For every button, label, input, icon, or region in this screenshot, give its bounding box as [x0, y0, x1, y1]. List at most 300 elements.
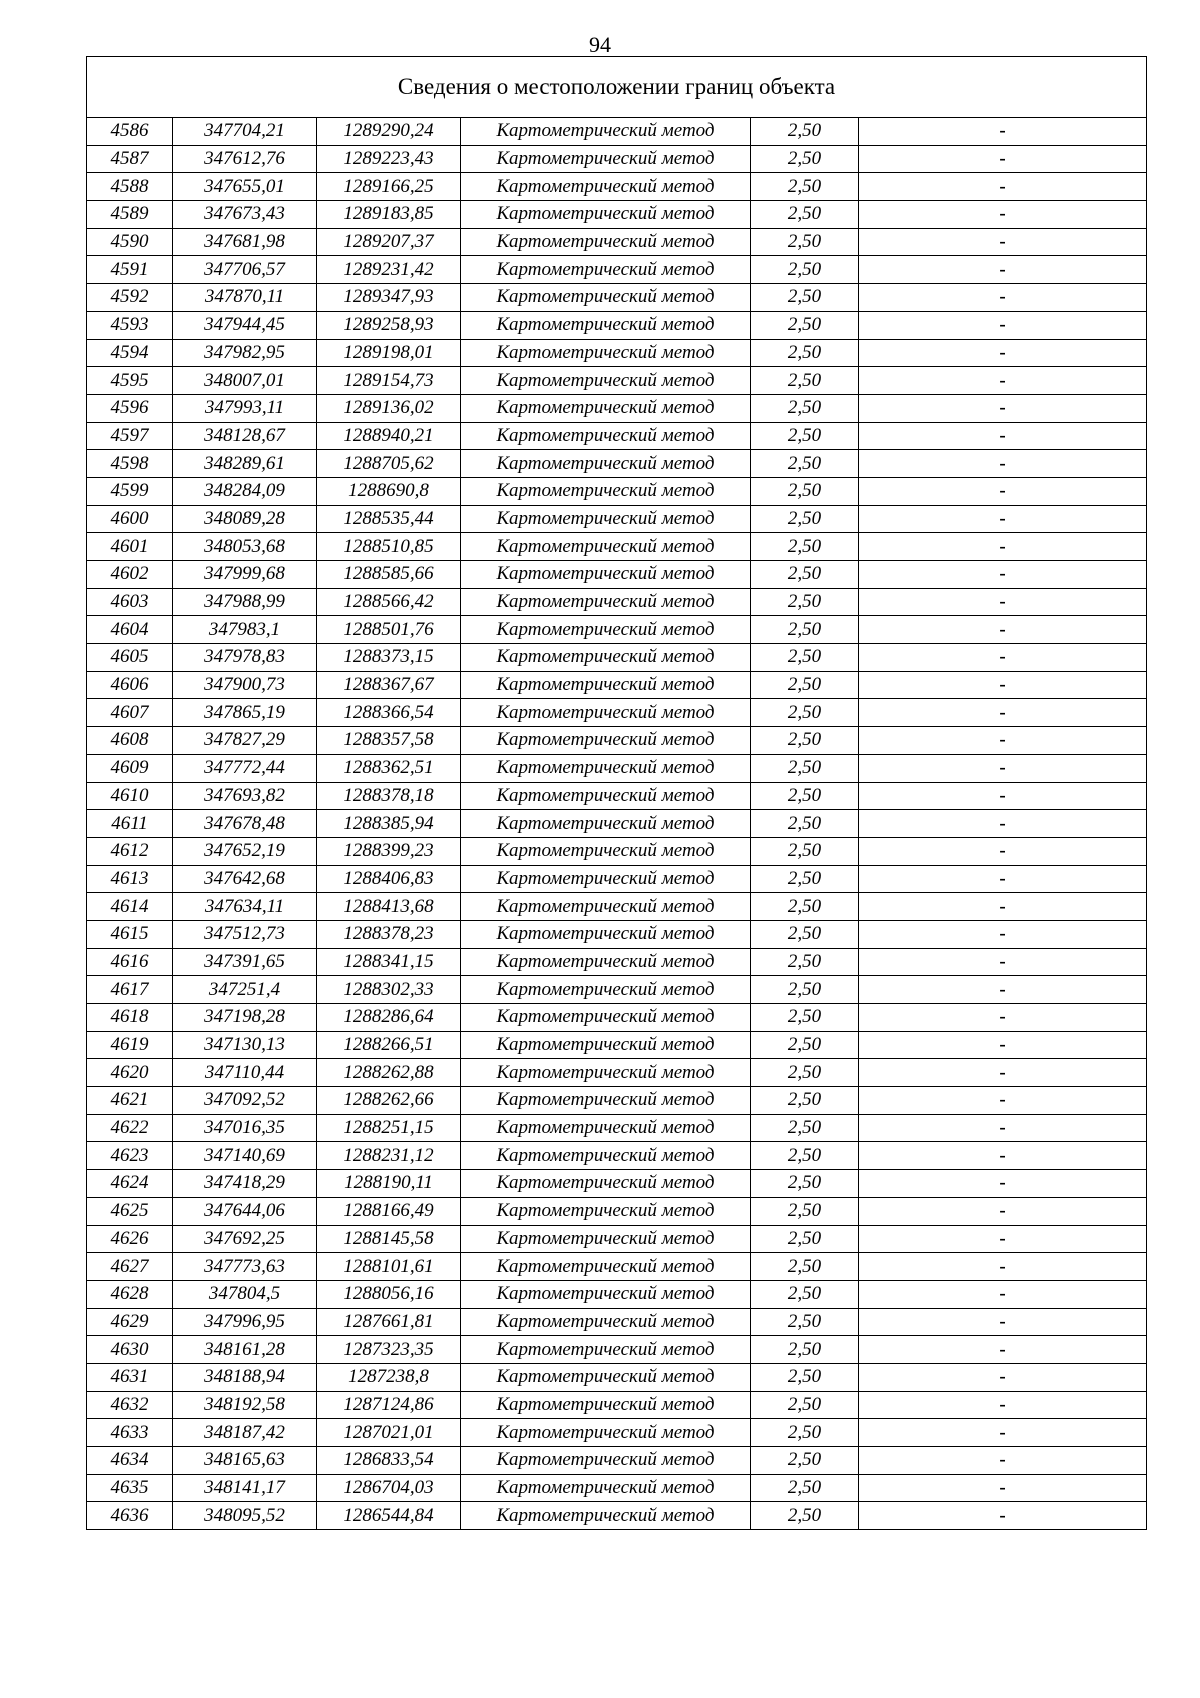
accuracy-cell: 2,50 — [751, 727, 859, 755]
method-cell: Картометрический метод — [461, 1170, 751, 1198]
table-row — [87, 616, 1147, 644]
x-coordinate-cell: 347198,28 — [173, 1004, 317, 1032]
description-cell: - — [859, 339, 1147, 367]
x-coordinate-cell: 347988,99 — [173, 588, 317, 616]
method-cell: Картометрический метод — [461, 865, 751, 893]
table-row — [87, 1474, 1147, 1502]
description-cell: - — [859, 588, 1147, 616]
table-row — [87, 1031, 1147, 1059]
y-coordinate-cell: 1288378,23 — [317, 920, 461, 948]
y-coordinate-cell: 1288357,58 — [317, 727, 461, 755]
method-cell: Картометрический метод — [461, 339, 751, 367]
accuracy-cell: 2,50 — [751, 561, 859, 589]
y-coordinate-cell: 1288362,51 — [317, 754, 461, 782]
y-coordinate-cell: 1288190,11 — [317, 1170, 461, 1198]
method-cell: Картометрический метод — [461, 201, 751, 229]
x-coordinate-cell: 347999,68 — [173, 561, 317, 589]
point-number-cell: 4611 — [87, 810, 173, 838]
table-row — [87, 920, 1147, 948]
description-cell: - — [859, 810, 1147, 838]
table-row — [87, 450, 1147, 478]
method-cell: Картометрический метод — [461, 1363, 751, 1391]
y-coordinate-cell: 1288262,66 — [317, 1087, 461, 1115]
x-coordinate-cell: 348007,01 — [173, 367, 317, 395]
x-coordinate-cell: 348192,58 — [173, 1391, 317, 1419]
y-coordinate-cell: 1289258,93 — [317, 311, 461, 339]
table-row — [87, 422, 1147, 450]
accuracy-cell: 2,50 — [751, 1474, 859, 1502]
point-number-cell: 4610 — [87, 782, 173, 810]
point-number-cell: 4602 — [87, 561, 173, 589]
description-cell: - — [859, 616, 1147, 644]
y-coordinate-cell: 1286833,54 — [317, 1447, 461, 1475]
table-row — [87, 976, 1147, 1004]
accuracy-cell: 2,50 — [751, 394, 859, 422]
table-row — [87, 1447, 1147, 1475]
y-coordinate-cell: 1288166,49 — [317, 1197, 461, 1225]
y-coordinate-cell: 1287124,86 — [317, 1391, 461, 1419]
x-coordinate-cell: 347016,35 — [173, 1114, 317, 1142]
x-coordinate-cell: 347418,29 — [173, 1170, 317, 1198]
description-cell: - — [859, 1031, 1147, 1059]
x-coordinate-cell: 347652,19 — [173, 837, 317, 865]
y-coordinate-cell: 1286544,84 — [317, 1502, 461, 1530]
accuracy-cell: 2,50 — [751, 173, 859, 201]
accuracy-cell: 2,50 — [751, 339, 859, 367]
method-cell: Картометрический метод — [461, 477, 751, 505]
accuracy-cell: 2,50 — [751, 1170, 859, 1198]
y-coordinate-cell: 1288705,62 — [317, 450, 461, 478]
table-row — [87, 173, 1147, 201]
method-cell: Картометрический метод — [461, 1004, 751, 1032]
description-cell: - — [859, 145, 1147, 173]
description-cell: - — [859, 256, 1147, 284]
description-cell: - — [859, 976, 1147, 1004]
table-row — [87, 339, 1147, 367]
point-number-cell: 4590 — [87, 228, 173, 256]
description-cell: - — [859, 671, 1147, 699]
description-cell: - — [859, 920, 1147, 948]
x-coordinate-cell: 347982,95 — [173, 339, 317, 367]
method-cell: Картометрический метод — [461, 1336, 751, 1364]
description-cell: - — [859, 450, 1147, 478]
description-cell: - — [859, 1391, 1147, 1419]
table-row — [87, 754, 1147, 782]
accuracy-cell: 2,50 — [751, 284, 859, 312]
point-number-cell: 4601 — [87, 533, 173, 561]
description-cell: - — [859, 1197, 1147, 1225]
table-row — [87, 671, 1147, 699]
method-cell: Картометрический метод — [461, 1114, 751, 1142]
table-row — [87, 588, 1147, 616]
table-row — [87, 533, 1147, 561]
y-coordinate-cell: 1288585,66 — [317, 561, 461, 589]
accuracy-cell: 2,50 — [751, 145, 859, 173]
point-number-cell: 4606 — [87, 671, 173, 699]
description-cell: - — [859, 699, 1147, 727]
point-number-cell: 4613 — [87, 865, 173, 893]
accuracy-cell: 2,50 — [751, 1502, 859, 1530]
description-cell: - — [859, 1170, 1147, 1198]
x-coordinate-cell: 347642,68 — [173, 865, 317, 893]
method-cell: Картометрический метод — [461, 1225, 751, 1253]
description-cell: - — [859, 1419, 1147, 1447]
y-coordinate-cell: 1289154,73 — [317, 367, 461, 395]
table-row — [87, 1336, 1147, 1364]
description-cell: - — [859, 505, 1147, 533]
x-coordinate-cell: 347693,82 — [173, 782, 317, 810]
table-row — [87, 1253, 1147, 1281]
table-row — [87, 561, 1147, 589]
table-row — [87, 644, 1147, 672]
point-number-cell: 4629 — [87, 1308, 173, 1336]
y-coordinate-cell: 1289231,42 — [317, 256, 461, 284]
table-row — [87, 1308, 1147, 1336]
accuracy-cell: 2,50 — [751, 644, 859, 672]
accuracy-cell: 2,50 — [751, 367, 859, 395]
method-cell: Картометрический метод — [461, 422, 751, 450]
y-coordinate-cell: 1288266,51 — [317, 1031, 461, 1059]
y-coordinate-cell: 1289347,93 — [317, 284, 461, 312]
y-coordinate-cell: 1289183,85 — [317, 201, 461, 229]
description-cell: - — [859, 228, 1147, 256]
x-coordinate-cell: 347644,06 — [173, 1197, 317, 1225]
description-cell: - — [859, 1059, 1147, 1087]
point-number-cell: 4586 — [87, 118, 173, 146]
method-cell: Картометрический метод — [461, 1419, 751, 1447]
y-coordinate-cell: 1288566,42 — [317, 588, 461, 616]
method-cell: Картометрический метод — [461, 145, 751, 173]
accuracy-cell: 2,50 — [751, 228, 859, 256]
accuracy-cell: 2,50 — [751, 865, 859, 893]
method-cell: Картометрический метод — [461, 1142, 751, 1170]
method-cell: Картометрический метод — [461, 644, 751, 672]
description-cell: - — [859, 1087, 1147, 1115]
y-coordinate-cell: 1288510,85 — [317, 533, 461, 561]
method-cell: Картометрический метод — [461, 256, 751, 284]
table-row — [87, 1502, 1147, 1530]
point-number-cell: 4609 — [87, 754, 173, 782]
point-number-cell: 4625 — [87, 1197, 173, 1225]
table-row — [87, 1142, 1147, 1170]
method-cell: Картометрический метод — [461, 1253, 751, 1281]
table-body — [87, 57, 1147, 1530]
point-number-cell: 4596 — [87, 394, 173, 422]
method-cell: Картометрический метод — [461, 394, 751, 422]
description-cell: - — [859, 727, 1147, 755]
y-coordinate-cell: 1287021,01 — [317, 1419, 461, 1447]
description-cell: - — [859, 1253, 1147, 1281]
x-coordinate-cell: 348161,28 — [173, 1336, 317, 1364]
table-row — [87, 1419, 1147, 1447]
point-number-cell: 4591 — [87, 256, 173, 284]
point-number-cell: 4615 — [87, 920, 173, 948]
description-cell: - — [859, 118, 1147, 146]
x-coordinate-cell: 347944,45 — [173, 311, 317, 339]
x-coordinate-cell: 348053,68 — [173, 533, 317, 561]
accuracy-cell: 2,50 — [751, 616, 859, 644]
x-coordinate-cell: 348141,17 — [173, 1474, 317, 1502]
point-number-cell: 4595 — [87, 367, 173, 395]
accuracy-cell: 2,50 — [751, 1225, 859, 1253]
accuracy-cell: 2,50 — [751, 1363, 859, 1391]
table-row — [87, 810, 1147, 838]
accuracy-cell: 2,50 — [751, 505, 859, 533]
method-cell: Картометрический метод — [461, 616, 751, 644]
accuracy-cell: 2,50 — [751, 1280, 859, 1308]
x-coordinate-cell: 347865,19 — [173, 699, 317, 727]
point-number-cell: 4627 — [87, 1253, 173, 1281]
table-row — [87, 1114, 1147, 1142]
x-coordinate-cell: 348188,94 — [173, 1363, 317, 1391]
x-coordinate-cell: 347673,43 — [173, 201, 317, 229]
accuracy-cell: 2,50 — [751, 450, 859, 478]
method-cell: Картометрический метод — [461, 782, 751, 810]
x-coordinate-cell: 347655,01 — [173, 173, 317, 201]
method-cell: Картометрический метод — [461, 810, 751, 838]
x-coordinate-cell: 347692,25 — [173, 1225, 317, 1253]
point-number-cell: 4599 — [87, 477, 173, 505]
description-cell: - — [859, 1447, 1147, 1475]
y-coordinate-cell: 1286704,03 — [317, 1474, 461, 1502]
table-row — [87, 1087, 1147, 1115]
x-coordinate-cell: 347140,69 — [173, 1142, 317, 1170]
y-coordinate-cell: 1288940,21 — [317, 422, 461, 450]
table-row — [87, 118, 1147, 146]
point-number-cell: 4593 — [87, 311, 173, 339]
description-cell: - — [859, 1280, 1147, 1308]
method-cell: Картометрический метод — [461, 588, 751, 616]
y-coordinate-cell: 1288413,68 — [317, 893, 461, 921]
table-row — [87, 837, 1147, 865]
x-coordinate-cell: 347773,63 — [173, 1253, 317, 1281]
point-number-cell: 4603 — [87, 588, 173, 616]
y-coordinate-cell: 1289207,37 — [317, 228, 461, 256]
accuracy-cell: 2,50 — [751, 810, 859, 838]
table-row — [87, 477, 1147, 505]
point-number-cell: 4628 — [87, 1280, 173, 1308]
x-coordinate-cell: 347996,95 — [173, 1308, 317, 1336]
y-coordinate-cell: 1288145,58 — [317, 1225, 461, 1253]
accuracy-cell: 2,50 — [751, 1142, 859, 1170]
x-coordinate-cell: 348095,52 — [173, 1502, 317, 1530]
point-number-cell: 4631 — [87, 1363, 173, 1391]
description-cell: - — [859, 477, 1147, 505]
accuracy-cell: 2,50 — [751, 699, 859, 727]
accuracy-cell: 2,50 — [751, 1391, 859, 1419]
point-number-cell: 4604 — [87, 616, 173, 644]
point-number-cell: 4605 — [87, 644, 173, 672]
accuracy-cell: 2,50 — [751, 976, 859, 1004]
method-cell: Картометрический метод — [461, 533, 751, 561]
table-row — [87, 394, 1147, 422]
x-coordinate-cell: 347772,44 — [173, 754, 317, 782]
description-cell: - — [859, 782, 1147, 810]
method-cell: Картометрический метод — [461, 1280, 751, 1308]
description-cell: - — [859, 1502, 1147, 1530]
accuracy-cell: 2,50 — [751, 311, 859, 339]
x-coordinate-cell: 347110,44 — [173, 1059, 317, 1087]
y-coordinate-cell: 1288302,33 — [317, 976, 461, 1004]
table-row — [87, 1059, 1147, 1087]
method-cell: Картометрический метод — [461, 1197, 751, 1225]
accuracy-cell: 2,50 — [751, 754, 859, 782]
point-number-cell: 4589 — [87, 201, 173, 229]
description-cell: - — [859, 893, 1147, 921]
table-row — [87, 311, 1147, 339]
description-cell: - — [859, 1336, 1147, 1364]
method-cell: Картометрический метод — [461, 671, 751, 699]
description-cell: - — [859, 284, 1147, 312]
table-row — [87, 1391, 1147, 1419]
x-coordinate-cell: 347092,52 — [173, 1087, 317, 1115]
y-coordinate-cell: 1288056,16 — [317, 1280, 461, 1308]
y-coordinate-cell: 1288373,15 — [317, 644, 461, 672]
y-coordinate-cell: 1288501,76 — [317, 616, 461, 644]
y-coordinate-cell: 1288367,67 — [317, 671, 461, 699]
point-number-cell: 4612 — [87, 837, 173, 865]
x-coordinate-cell: 347678,48 — [173, 810, 317, 838]
description-cell: - — [859, 533, 1147, 561]
point-number-cell: 4587 — [87, 145, 173, 173]
point-number-cell: 4607 — [87, 699, 173, 727]
method-cell: Картометрический метод — [461, 1308, 751, 1336]
y-coordinate-cell: 1287238,8 — [317, 1363, 461, 1391]
point-number-cell: 4600 — [87, 505, 173, 533]
point-number-cell: 4618 — [87, 1004, 173, 1032]
y-coordinate-cell: 1289290,24 — [317, 118, 461, 146]
point-number-cell: 4598 — [87, 450, 173, 478]
method-cell: Картометрический метод — [461, 727, 751, 755]
table-row — [87, 865, 1147, 893]
y-coordinate-cell: 1287661,81 — [317, 1308, 461, 1336]
accuracy-cell: 2,50 — [751, 1114, 859, 1142]
x-coordinate-cell: 347706,57 — [173, 256, 317, 284]
accuracy-cell: 2,50 — [751, 1336, 859, 1364]
point-number-cell: 4620 — [87, 1059, 173, 1087]
page-number: 94 — [589, 32, 611, 57]
y-coordinate-cell: 1288231,12 — [317, 1142, 461, 1170]
method-cell: Картометрический метод — [461, 1059, 751, 1087]
accuracy-cell: 2,50 — [751, 1419, 859, 1447]
accuracy-cell: 2,50 — [751, 201, 859, 229]
description-cell: - — [859, 1308, 1147, 1336]
table-title-row — [87, 57, 1147, 118]
y-coordinate-cell: 1289223,43 — [317, 145, 461, 173]
x-coordinate-cell: 348128,67 — [173, 422, 317, 450]
point-number-cell: 4624 — [87, 1170, 173, 1198]
description-cell: - — [859, 1474, 1147, 1502]
point-number-cell: 4597 — [87, 422, 173, 450]
x-coordinate-cell: 347978,83 — [173, 644, 317, 672]
description-cell: - — [859, 948, 1147, 976]
x-coordinate-cell: 348165,63 — [173, 1447, 317, 1475]
method-cell: Картометрический метод — [461, 1447, 751, 1475]
point-number-cell: 4626 — [87, 1225, 173, 1253]
description-cell: - — [859, 837, 1147, 865]
y-coordinate-cell: 1288341,15 — [317, 948, 461, 976]
table-row — [87, 1280, 1147, 1308]
y-coordinate-cell: 1289136,02 — [317, 394, 461, 422]
table-row — [87, 256, 1147, 284]
accuracy-cell: 2,50 — [751, 920, 859, 948]
description-cell: - — [859, 367, 1147, 395]
description-cell: - — [859, 201, 1147, 229]
table-row — [87, 505, 1147, 533]
method-cell: Картометрический метод — [461, 754, 751, 782]
description-cell: - — [859, 1114, 1147, 1142]
y-coordinate-cell: 1288101,61 — [317, 1253, 461, 1281]
method-cell: Картометрический метод — [461, 1031, 751, 1059]
point-number-cell: 4594 — [87, 339, 173, 367]
accuracy-cell: 2,50 — [751, 422, 859, 450]
point-number-cell: 4619 — [87, 1031, 173, 1059]
table-row — [87, 782, 1147, 810]
x-coordinate-cell: 348089,28 — [173, 505, 317, 533]
table-row — [87, 201, 1147, 229]
accuracy-cell: 2,50 — [751, 1447, 859, 1475]
point-number-cell: 4617 — [87, 976, 173, 1004]
method-cell: Картометрический метод — [461, 311, 751, 339]
description-cell: - — [859, 422, 1147, 450]
x-coordinate-cell: 347900,73 — [173, 671, 317, 699]
table-row — [87, 284, 1147, 312]
table-title: Сведения о местоположении границ объекта — [87, 57, 1147, 118]
description-cell: - — [859, 173, 1147, 201]
point-number-cell: 4588 — [87, 173, 173, 201]
table-row — [87, 1363, 1147, 1391]
description-cell: - — [859, 1225, 1147, 1253]
method-cell: Картометрический метод — [461, 450, 751, 478]
method-cell: Картометрический метод — [461, 948, 751, 976]
y-coordinate-cell: 1288406,83 — [317, 865, 461, 893]
x-coordinate-cell: 347993,11 — [173, 394, 317, 422]
description-cell: - — [859, 561, 1147, 589]
x-coordinate-cell: 347251,4 — [173, 976, 317, 1004]
x-coordinate-cell: 347804,5 — [173, 1280, 317, 1308]
table-row — [87, 893, 1147, 921]
y-coordinate-cell: 1288385,94 — [317, 810, 461, 838]
method-cell: Картометрический метод — [461, 367, 751, 395]
accuracy-cell: 2,50 — [751, 118, 859, 146]
accuracy-cell: 2,50 — [751, 477, 859, 505]
description-cell: - — [859, 1004, 1147, 1032]
table-row — [87, 228, 1147, 256]
table-row — [87, 1225, 1147, 1253]
accuracy-cell: 2,50 — [751, 782, 859, 810]
point-number-cell: 4608 — [87, 727, 173, 755]
point-number-cell: 4592 — [87, 284, 173, 312]
boundary-coordinates-table — [86, 56, 1147, 1530]
description-cell: - — [859, 311, 1147, 339]
method-cell: Картометрический метод — [461, 976, 751, 1004]
description-cell: - — [859, 1363, 1147, 1391]
description-cell: - — [859, 1142, 1147, 1170]
description-cell: - — [859, 754, 1147, 782]
accuracy-cell: 2,50 — [751, 1197, 859, 1225]
y-coordinate-cell: 1288366,54 — [317, 699, 461, 727]
accuracy-cell: 2,50 — [751, 893, 859, 921]
accuracy-cell: 2,50 — [751, 1004, 859, 1032]
y-coordinate-cell: 1287323,35 — [317, 1336, 461, 1364]
accuracy-cell: 2,50 — [751, 256, 859, 284]
y-coordinate-cell: 1289198,01 — [317, 339, 461, 367]
point-number-cell: 4632 — [87, 1391, 173, 1419]
method-cell: Картометрический метод — [461, 1502, 751, 1530]
point-number-cell: 4633 — [87, 1419, 173, 1447]
method-cell: Картометрический метод — [461, 118, 751, 146]
x-coordinate-cell: 348284,09 — [173, 477, 317, 505]
